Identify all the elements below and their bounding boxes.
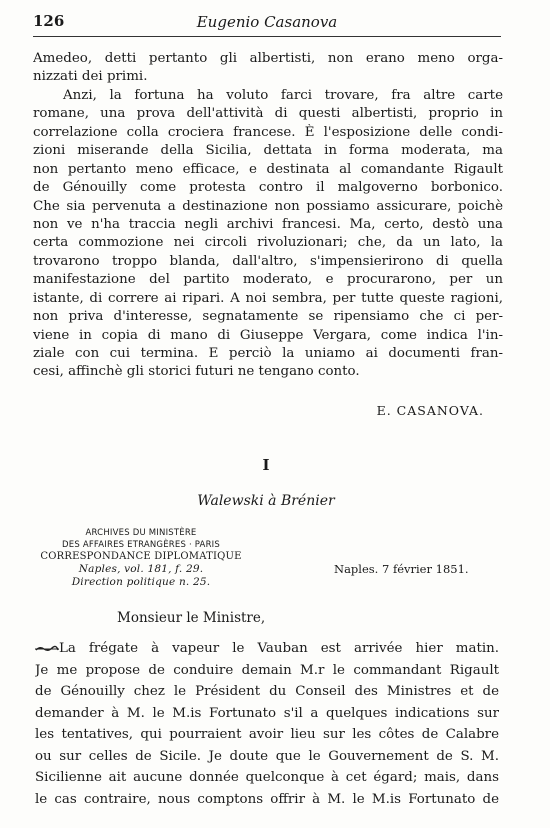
section-number: I — [262, 456, 270, 474]
text-line: manifestazione del partito moderato, e procurarono, per un — [33, 272, 503, 288]
text-line: demander à M. le M.is Fortunato s'il a quelques indications sur — [35, 705, 499, 721]
text-line: non ve n'ha traccia negli archivi francesi. Ma, certo, destò una — [33, 216, 503, 232]
archive-line: Direction politique n. 25. — [71, 576, 211, 588]
text-line: les tentatives, qui pourraient avoir lieu sur les côtes de Calabre — [35, 727, 499, 742]
letter-date: Naples. 7 février 1851. — [334, 562, 469, 576]
text-line: istante, di correre ai ripari. A noi sembra, per tutte queste ragioni, — [33, 290, 503, 306]
letter-line-text: La frégate à vapeur le Vauban est arrivée hier matin. — [59, 641, 499, 656]
text-line: de Génouilly come protesta contro il malgoverno borbonico. — [33, 180, 503, 196]
page-number: 126 — [33, 12, 65, 30]
archive-line: Naples, vol. 181, f. 29. — [78, 563, 204, 575]
text-line: romane, una prova dell'attività di questi albertisti, proprio in — [33, 106, 503, 122]
text-line: viene in copia di mano di Giuseppe Vergara, come indica l'in- — [33, 327, 503, 343]
letter-body — [35, 638, 499, 810]
text-line: non pertanto meno efficace, e destinata al comandante Rigault — [33, 161, 503, 177]
archive-line: CORRESPONDANCE DIPLOMATIQUE — [40, 551, 242, 562]
intro-text — [33, 50, 503, 382]
header-rule — [33, 36, 501, 37]
salutation: Monsieur le Ministre, — [117, 610, 266, 626]
running-head: Eugenio Casanova — [196, 13, 338, 31]
text-line: ou sur celles de Sicile. Je doute que le Gouvernement de S. M. — [35, 748, 499, 764]
document-title: Walewski à Brénier — [197, 493, 335, 509]
text-line: ziale con cui termina. E perciò la uniamo ai documenti fran- — [33, 346, 503, 361]
text-line: Che sia pervenuta a destinazione non possiamo assicurare, poichè — [33, 198, 503, 214]
text-line: de Génouilly chez le Président du Conseil des Ministres et de — [35, 684, 499, 699]
archive-reference — [37, 528, 245, 589]
text-line: Je me propose de conduire demain M.r le commandant Rigault — [35, 662, 499, 678]
text-line: le cas contraire, nous comptons offrir à M. le M.is Fortunato de — [35, 791, 499, 807]
author-signature: E. CASANOVA. — [376, 403, 484, 418]
text-line: non priva d'interesse, segnatamente se ripensiamo che ci per- — [33, 309, 503, 325]
text-line: trovarono troppo blanda, dall'altro, s'impensierirono di quella — [33, 253, 503, 269]
text-line: cesi, affinchè gli storici futuri ne tengano conto. — [33, 364, 360, 380]
text-line: nizzati dei primi. — [33, 69, 148, 85]
archive-line: DES AFFAIRES ETRANGÈRES · PARIS — [62, 539, 220, 550]
text-line: Anzi, la fortuna ha voluto farci trovare, fra altre carte — [63, 87, 503, 103]
text-line: Amedeo, detti pertanto gli albertisti, non erano meno orga- — [33, 51, 503, 66]
text-line: Sicilienne ait aucune donnée quelconque à cet égard; mais, dans — [35, 770, 499, 785]
struck-out-word-mark-icon — [35, 643, 59, 655]
text-line: certa commozione nei circoli rivoluzionari; che, da un lato, la — [33, 235, 503, 251]
text-line: zioni miserande della Sicilia, dettata in forma moderata, ma — [33, 143, 503, 159]
page-header — [33, 8, 501, 34]
archive-line: ARCHIVES DU MINISTÈRE — [85, 528, 197, 538]
text-line — [35, 638, 499, 660]
text-line: correlazione colla crociera francese. È l'esposizione delle condi- — [33, 124, 503, 140]
